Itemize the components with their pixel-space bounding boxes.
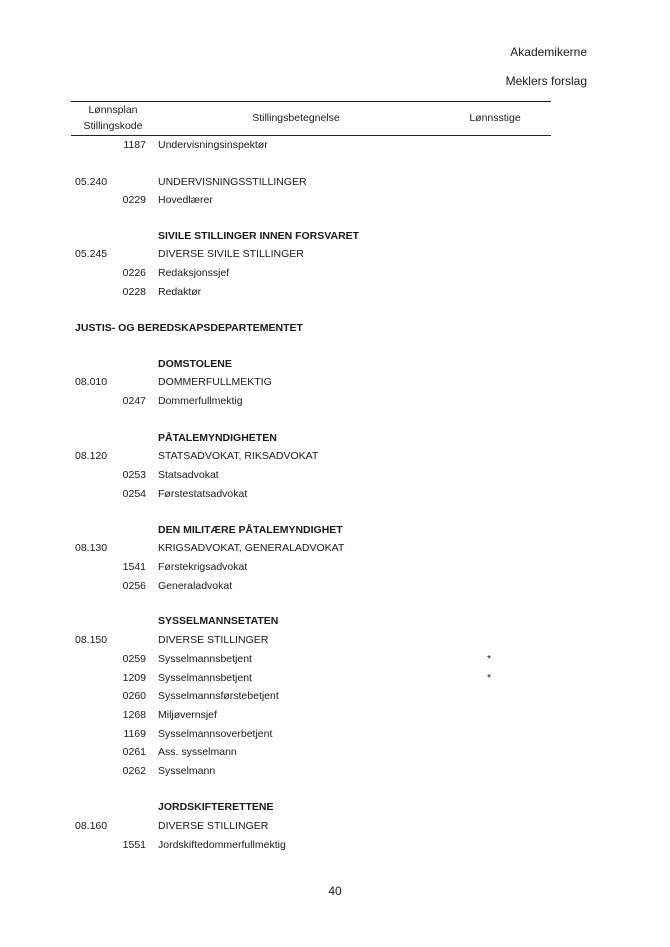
betegnelse-cell: Sysselmannsbetjent: [158, 653, 252, 665]
table-row: [0, 522, 670, 538]
betegnelse-cell: Sysselmannsbetjent: [158, 672, 252, 684]
betegnelse-cell: Miljøvernsjef: [158, 709, 217, 721]
stillingskode-cell: 1169: [123, 728, 146, 740]
betegnelse-cell: JUSTIS- OG BEREDSKAPSDEPARTEMENTET: [75, 322, 303, 334]
betegnelse-cell: Redaksjonssjef: [158, 267, 230, 279]
table-row: [0, 356, 670, 372]
betegnelse-cell: Hovedlærer: [158, 194, 213, 206]
betegnelse-cell: Førstekrigsadvokat: [158, 561, 248, 573]
table-row: [0, 246, 670, 262]
betegnelse-cell: Sysselmannsførstebetjent: [158, 690, 279, 702]
table-row: [0, 448, 670, 464]
table-row: [0, 726, 670, 742]
table-row: [0, 374, 670, 390]
table-row: [0, 192, 670, 208]
table-header-rule: [71, 135, 551, 136]
table-row: [0, 763, 670, 779]
page-number: 40: [328, 884, 342, 898]
table-row: [0, 486, 670, 502]
stillingskode-cell: 0262: [122, 765, 146, 777]
betegnelse-cell: Jordskiftedommerfullmektig: [158, 839, 286, 851]
stillingskode-cell: 0260: [122, 690, 146, 702]
betegnelse-cell: Undervisningsinspektør: [158, 139, 268, 151]
stillingskode-cell: 0229: [122, 194, 146, 206]
table-row: [0, 837, 670, 853]
betegnelse-cell: KRIGSADVOKAT, GENERALADVOKAT: [158, 542, 345, 554]
column-header-lonnsplan-label: Lønnsplan: [88, 104, 138, 116]
lonnsstige-cell: *: [487, 653, 492, 665]
betegnelse-cell: Redaktør: [158, 286, 202, 298]
lonnsplan-cell: 05.245: [75, 248, 108, 260]
stillingskode-cell: 1209: [122, 672, 146, 684]
table-row: [0, 799, 670, 815]
table-row: [0, 559, 670, 575]
org-name: Akademikerne: [510, 45, 587, 59]
table-row: [0, 688, 670, 704]
table-row: [0, 744, 670, 760]
lonnsplan-cell: 08.010: [75, 376, 108, 388]
table-row: [0, 818, 670, 834]
column-header-betegnelse: Stillingsbetegnelse: [252, 112, 340, 124]
lonnsstige-cell: *: [487, 672, 492, 684]
betegnelse-cell: DIVERSE STILLINGER: [158, 820, 269, 832]
betegnelse-cell: DEN MILITÆRE PÅTALEMYNDIGHET: [158, 524, 343, 536]
betegnelse-cell: PÅTALEMYNDIGHETEN: [158, 432, 277, 444]
stillingskode-cell: 0253: [122, 469, 146, 481]
table-row: [0, 707, 670, 723]
betegnelse-cell: Statsadvokat: [158, 469, 219, 481]
betegnelse-cell: Sysselmann: [158, 765, 216, 777]
stillingskode-cell: 1268: [122, 709, 146, 721]
betegnelse-cell: Førstestatsadvokat: [158, 488, 248, 500]
table-row: [0, 320, 670, 336]
betegnelse-cell: Generaladvokat: [158, 580, 233, 592]
table-row: [0, 393, 670, 409]
table-row: [0, 632, 670, 648]
stillingskode-cell: 0259: [122, 653, 146, 665]
betegnelse-cell: Ass. sysselmann: [158, 746, 237, 758]
column-header-stillingskode-label: Stillingskode: [83, 120, 143, 132]
stillingskode-cell: 0226: [122, 267, 146, 279]
table-row: [0, 578, 670, 594]
table-row: [0, 540, 670, 556]
lonnsplan-cell: 08.150: [75, 634, 108, 646]
table-row: [0, 137, 670, 153]
document-subtitle: Meklers forslag: [505, 74, 587, 88]
column-header-lonnsstige: Lønnsstige: [469, 112, 521, 124]
table-row: [0, 174, 670, 190]
table-row: [0, 228, 670, 244]
stillingskode-cell: 1551: [122, 839, 146, 851]
betegnelse-cell: DIVERSE STILLINGER: [158, 634, 269, 646]
stillingskode-cell: 0247: [122, 395, 146, 407]
table-row: [0, 284, 670, 300]
betegnelse-cell: Sysselmannsoverbetjent: [158, 728, 273, 740]
betegnelse-cell: SYSSELMANNSETATEN: [158, 615, 279, 627]
betegnelse-cell: DOMMERFULLMEKTIG: [158, 376, 272, 388]
betegnelse-cell: DOMSTOLENE: [158, 358, 232, 370]
table-row: [0, 651, 670, 667]
stillingskode-cell: 1187: [123, 139, 146, 151]
stillingskode-cell: 0254: [122, 488, 146, 500]
stillingskode-cell: 0256: [122, 580, 146, 592]
stillingskode-cell: 1541: [122, 561, 146, 573]
table-row: [0, 467, 670, 483]
betegnelse-cell: SIVILE STILLINGER INNEN FORSVARET: [158, 230, 360, 242]
betegnelse-cell: Dommerfullmektig: [158, 395, 243, 407]
table-row: [0, 613, 670, 629]
betegnelse-cell: DIVERSE SIVILE STILLINGER: [158, 248, 304, 260]
table-row: [0, 670, 670, 686]
betegnelse-cell: STATSADVOKAT, RIKSADVOKAT: [158, 450, 319, 462]
betegnelse-cell: UNDERVISNINGSSTILLINGER: [158, 176, 307, 188]
lonnsplan-cell: 08.130: [75, 542, 108, 554]
betegnelse-cell: JORDSKIFTERETTENE: [158, 801, 274, 813]
table-row: [0, 265, 670, 281]
lonnsplan-cell: 05.240: [75, 176, 108, 188]
table-row: [0, 430, 670, 446]
stillingskode-cell: 0228: [122, 286, 146, 298]
lonnsplan-cell: 08.160: [75, 820, 108, 832]
column-header-lonnsplan: [78, 102, 148, 134]
stillingskode-cell: 0261: [122, 746, 146, 758]
lonnsplan-cell: 08.120: [75, 450, 108, 462]
